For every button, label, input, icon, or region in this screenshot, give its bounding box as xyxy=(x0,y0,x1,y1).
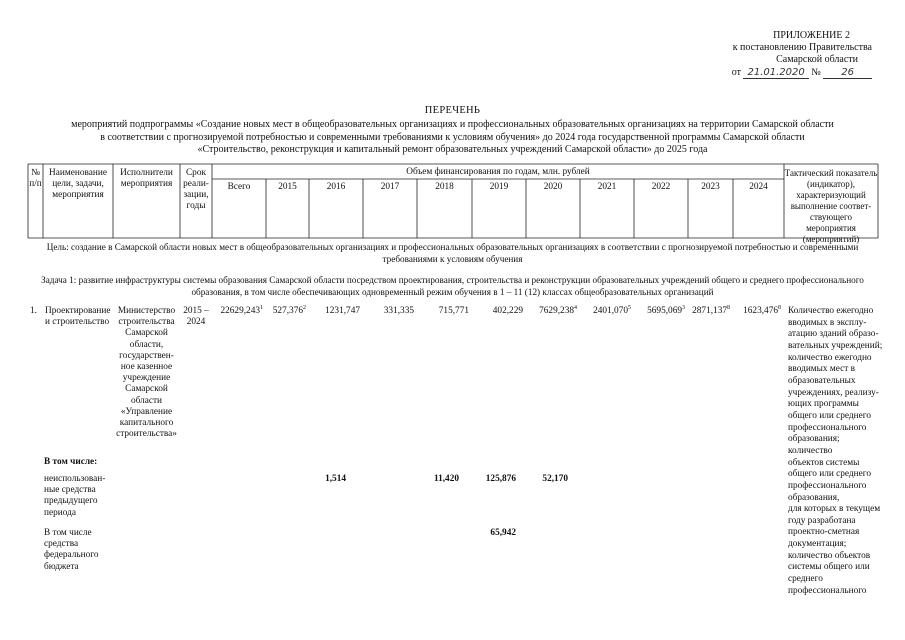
row1-executor-line: «Управление xyxy=(120,406,173,417)
row1-value-2023 xyxy=(688,306,730,317)
header-name xyxy=(43,168,113,201)
header-term-line-4: годы xyxy=(186,201,206,211)
row1-indicator-line: вательных учреждений; xyxy=(788,340,883,351)
row1-executor-line: государствен- xyxy=(119,350,174,361)
header-num xyxy=(28,168,43,190)
header-executors-line-2: мероприятия xyxy=(120,179,173,189)
row1-indicator-line: системы общего или xyxy=(788,562,870,573)
row1-value-number: 1231,747 xyxy=(325,306,360,316)
header-executors xyxy=(113,168,180,190)
row1-name-line-1: Проектирование xyxy=(45,306,111,316)
header-indicator-line-1: Тактический показатель xyxy=(784,168,878,178)
task-text: Задача 1: развитие инфраструктуры системы образования Самарской области посредством проектирования, строительства и реконструкции образовательных учреждений общего и среднего профессионального образования, в том числе обеспечивающих одновременный режим обучения в 1 – 11 (12) классах общеобразовательных организаций xyxy=(41,275,864,297)
row1-value-footnote: 8 xyxy=(778,304,781,311)
row1-value-number: 2401,070 xyxy=(593,306,628,316)
header-indicator-line-5: ствующего мероприятия xyxy=(806,212,856,233)
row1-executor xyxy=(113,306,180,440)
row1-indicator-line: общего или среднего xyxy=(788,410,871,421)
row1-executor-line: строительства» xyxy=(116,429,177,440)
header-col-2020: 2020 xyxy=(543,182,563,192)
row1-value-2021 xyxy=(580,306,631,317)
unused-name-line-1: неиспользован- xyxy=(44,474,106,484)
row1-executor-line: Министерство xyxy=(117,306,176,316)
row1-value-2024 xyxy=(733,306,781,317)
header-term-line-2: реали- xyxy=(183,179,209,189)
header-num-line-1: № xyxy=(31,168,40,178)
row1-term-line-1: 2015 – xyxy=(183,306,209,316)
row1-executor-line: ное казенное xyxy=(120,362,173,373)
federal-name-line-4: бюджета xyxy=(44,561,79,572)
header-term-line-3: зации, xyxy=(183,190,209,200)
row1-executor-line: строительства xyxy=(118,317,175,328)
row1-value-number: 5695,069 xyxy=(647,306,682,316)
row1-indicator-line: году разработана xyxy=(788,515,856,526)
subtitle-line-2: в соответствии с прогнозируемой потребностью и современными требованиями к условиям обучения» до 2024 года государственной программы Самарской области xyxy=(100,131,805,143)
row1-value-number: 331,335 xyxy=(383,306,414,316)
row1-indicator xyxy=(788,306,884,597)
header-col-2018: 2018 xyxy=(435,182,454,192)
document-title: ПЕРЕЧЕНЬ xyxy=(424,105,481,116)
row1-indicator-line: Количество ежегодно xyxy=(788,306,874,316)
appendix-line-3: Самарской области xyxy=(776,54,858,65)
row1-executor-line: Самарской xyxy=(125,328,168,339)
row1-term xyxy=(180,306,212,328)
row1-indicator-line: среднего xyxy=(788,574,823,585)
header-col-2019: 2019 xyxy=(489,182,509,192)
header-col-2024: 2024 xyxy=(749,182,768,192)
appendix-line-2: к постановлению Правительства xyxy=(732,42,872,53)
row1-value-2015 xyxy=(266,306,306,317)
row1-value-footnote: 3 xyxy=(682,304,685,311)
unused-name-line-2: ные средства xyxy=(44,485,96,496)
goal-text: Цель: создание в Самарской области новых мест в общеобразовательных организациях и профессиональных образовательных организациях в соответствии с прогнозируемой потребностью и современными требованиями к условиям обучения xyxy=(46,242,859,264)
number-value: 26 xyxy=(823,67,872,79)
row1-indicator-line: образования, xyxy=(788,492,840,503)
unused-funds-name xyxy=(44,474,114,519)
header-col-2015: 2015 xyxy=(278,182,297,192)
row1-indicator-line: документация; xyxy=(788,539,847,550)
row1-indicator-line: профессионального xyxy=(788,585,867,596)
row1-indicator-line: вводимых в эксплу- xyxy=(788,317,867,328)
header-col-2023: 2023 xyxy=(701,182,720,192)
row1-indicator-line: профессионального xyxy=(788,480,867,491)
row1-value-2020 xyxy=(526,306,577,317)
row1-indicator-line: проектно-сметная xyxy=(788,527,860,538)
row1-value-number: 527,376 xyxy=(272,306,303,316)
row1-indicator-line: количество объектов xyxy=(788,550,871,561)
date-value: 21.01.2020 xyxy=(743,67,808,79)
header-num-line-2: п/п xyxy=(29,179,42,189)
header-col-2022: 2022 xyxy=(651,182,671,192)
row1-executor-line: Самарской xyxy=(125,384,168,395)
row1-indicator-line: атацию зданий образо- xyxy=(788,329,879,340)
federal-2019: 65,942 xyxy=(490,528,516,538)
header-indicator xyxy=(784,168,878,245)
row1-indicator-line: для которых в текущем xyxy=(788,504,881,515)
header-col-2017: 2017 xyxy=(380,182,400,192)
header-indicator-line-6: (мероприятий) xyxy=(802,234,860,244)
federal-name-line-1: В том числе xyxy=(44,528,92,538)
header-col-2021: 2021 xyxy=(597,182,617,192)
number-prefix: № xyxy=(811,67,821,78)
row1-value-number: 7629,238 xyxy=(539,306,574,316)
row1-value-number: 402,229 xyxy=(492,306,523,316)
header-executors-line-1: Исполнители xyxy=(120,168,173,178)
row1-name xyxy=(45,306,115,328)
row1-indicator-line: вводимых мест в xyxy=(788,364,856,375)
header-indicator-line-4: выполнение соответ- xyxy=(790,201,872,211)
row1-term-line-2: 2024 xyxy=(186,317,206,328)
row1-value-number: 2871,137 xyxy=(692,306,727,316)
header-col-total: Всего xyxy=(227,182,251,192)
row1-indicator-line: ющих программы xyxy=(788,399,859,410)
subtitle-line-3: «Строительство, реконструкция и капитальный ремонт образовательных учреждений Самарской области» до 2025 года xyxy=(197,144,708,155)
row1-indicator-line: количество ежегодно xyxy=(788,352,872,363)
including-label: В том числе: xyxy=(44,457,98,467)
unused-name-line-3: предыдущего xyxy=(44,496,98,507)
federal-funds-name xyxy=(44,528,114,573)
header-indicator-line-3: характеризующий xyxy=(796,190,866,200)
header-name-line-3: мероприятия xyxy=(52,190,104,200)
header-term xyxy=(180,168,212,212)
header-name-line-2: цели, задачи, xyxy=(52,179,104,189)
unused-name-line-4: периода xyxy=(44,507,76,518)
federal-name-line-2: средства xyxy=(44,539,79,550)
row1-indicator-line: образования; количество xyxy=(788,434,840,456)
row1-name-line-2: и строительство xyxy=(45,317,110,328)
row1-value-2016 xyxy=(309,306,360,317)
row1-num: 1. xyxy=(30,306,37,316)
row1-value-2018 xyxy=(417,306,469,317)
row1-value-footnote: 1 xyxy=(260,304,263,311)
row1-indicator-line: общего или среднего xyxy=(788,469,871,480)
row1-indicator-line: образовательных xyxy=(788,375,856,386)
appendix-block xyxy=(732,30,872,79)
row1-value-footnote: 2 xyxy=(303,304,306,311)
row1-value-Всего xyxy=(212,306,263,317)
row1-executor-line: капитального xyxy=(119,418,174,429)
row1-executor-line: учреждение xyxy=(122,373,171,384)
unused-2020: 52,170 xyxy=(542,474,568,484)
subtitle-line-1: мероприятий подпрограммы «Создание новых мест в общеобразовательных организациях и профессиональных образовательных организациях на территории Самарской области xyxy=(71,119,834,130)
row1-value-footnote: 5 xyxy=(628,304,631,311)
row1-executor-line: области, xyxy=(129,339,164,350)
row1-indicator-line: профессионального xyxy=(788,422,867,433)
header-term-line-1: Срок xyxy=(185,168,206,178)
federal-name-line-3: федерального xyxy=(44,550,99,561)
row1-value-number: 715,771 xyxy=(438,306,469,316)
row1-value-2017 xyxy=(363,306,414,317)
unused-2018: 11,420 xyxy=(433,474,459,484)
row1-indicator-line: учреждениях, реализу- xyxy=(788,387,879,398)
row1-indicator-line: объектов системы xyxy=(788,457,860,468)
unused-2016: 1,514 xyxy=(325,474,346,484)
header-name-line-1: Наименование xyxy=(49,168,107,178)
document-subtitle xyxy=(0,119,905,157)
header-col-2016: 2016 xyxy=(326,182,346,192)
header-indicator-line-2: (индикатор), xyxy=(806,179,856,189)
row1-value-2019 xyxy=(472,306,523,317)
appendix-date-line xyxy=(732,67,872,79)
row1-value-2022 xyxy=(634,306,685,317)
row1-value-footnote: 4 xyxy=(574,304,577,311)
appendix-title: ПРИЛОЖЕНИЕ 2 xyxy=(773,30,850,41)
header-funding-group: Объем финансирования по годам, млн. рублей xyxy=(406,167,590,177)
row1-executor-line: области xyxy=(130,395,163,406)
row1-value-number: 1623,476 xyxy=(743,306,778,316)
row1-value-footnote: 8 xyxy=(727,304,730,311)
unused-2019: 125,876 xyxy=(485,474,516,484)
date-prefix: от xyxy=(731,67,741,78)
row1-value-number: 22629,243 xyxy=(220,306,260,316)
